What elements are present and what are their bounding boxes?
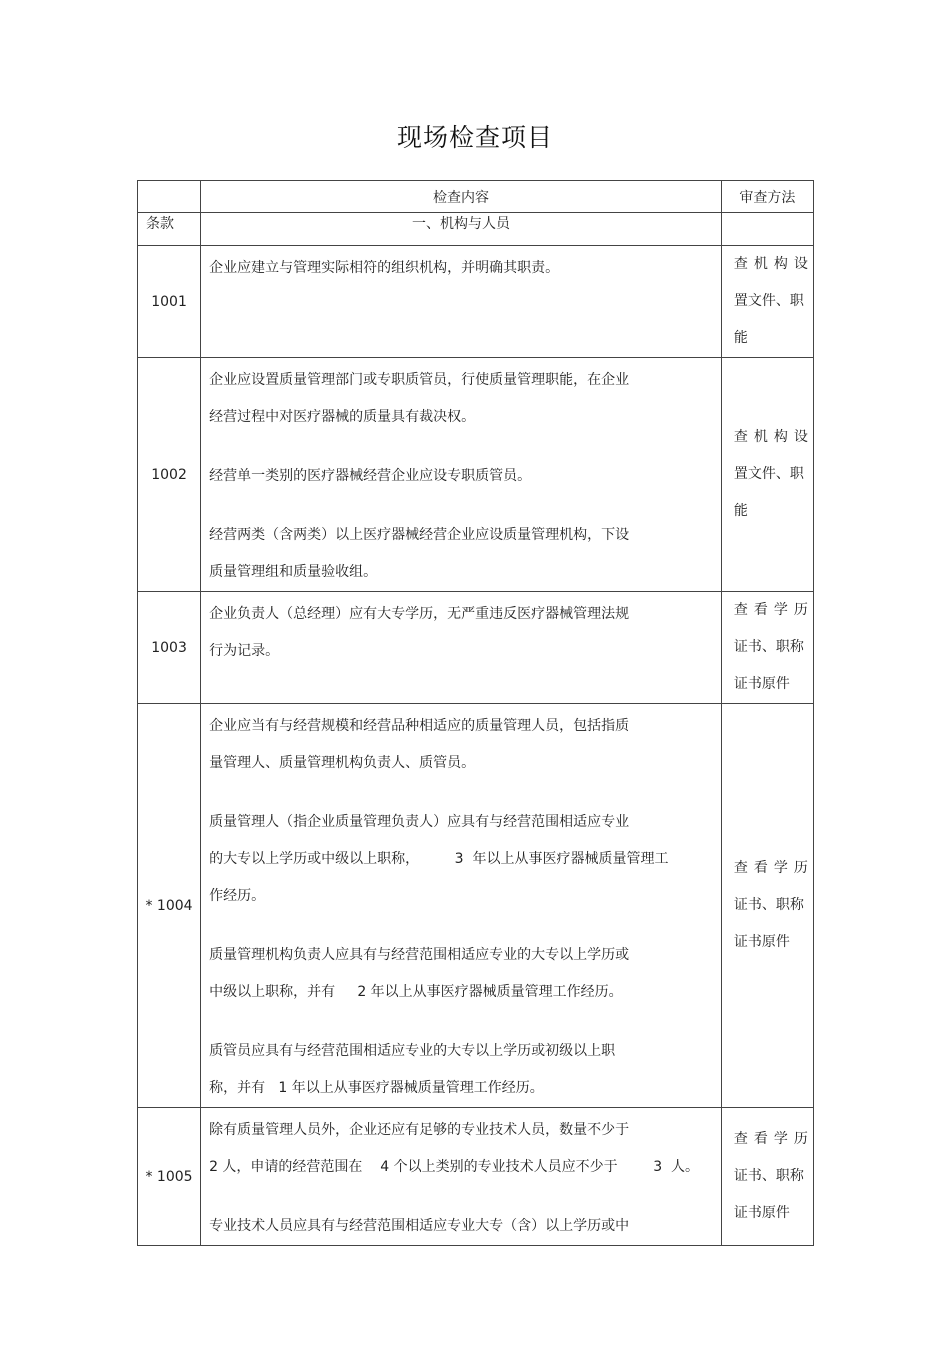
clause-content xyxy=(201,1108,722,1246)
method-line: 证书原件 xyxy=(733,676,790,692)
method-line: 查机构设 xyxy=(733,429,814,445)
content-line: 质管员应具有与经营范围相适应专业的大专以上学历或初级以上职 xyxy=(209,1043,616,1059)
method-line: 能 xyxy=(733,330,748,346)
section-row xyxy=(138,213,814,246)
content-line: 企业应设置质量管理部门或专职质管员，行使质量管理职能，在企业 xyxy=(209,372,630,388)
table-header-row xyxy=(138,181,814,213)
table-row xyxy=(138,592,814,704)
method-line: 证书原件 xyxy=(733,934,790,950)
review-method xyxy=(721,1108,813,1246)
content-line: 质量管理组和质量验收组。 xyxy=(209,564,378,580)
method-line: 证书、职称 xyxy=(733,1168,804,1184)
content-line: 专业技术人员应具有与经营范围相适应专业大专（含）以上学历或中 xyxy=(209,1218,630,1234)
content-line: 质量管理人（指企业质量管理负责人）应具有与经营范围相适应专业 xyxy=(209,814,630,830)
clause-code: 1002 xyxy=(138,358,201,592)
content-line: 企业应建立与管理实际相符的组织机构，并明确其职责。 xyxy=(209,260,560,276)
content-line: 量管理人、质量管理机构负责人、质管员。 xyxy=(209,755,476,771)
header-content-label: 检查内容 xyxy=(201,181,722,213)
clause-code: * 1005 xyxy=(138,1108,201,1246)
section-code-label: 条款 xyxy=(138,213,201,246)
method-line: 置文件、职 xyxy=(733,293,804,309)
clause-content xyxy=(201,246,722,358)
section-method-cell xyxy=(721,213,813,246)
header-method-label: 审查方法 xyxy=(721,181,813,213)
review-method xyxy=(721,358,813,592)
method-line: 能 xyxy=(733,503,748,519)
content-line: 行为记录。 xyxy=(209,643,280,659)
table-row xyxy=(138,246,814,358)
clause-code: 1001 xyxy=(138,246,201,358)
content-line: 经营两类（含两类）以上医疗器械经营企业应设质量管理机构，下设 xyxy=(209,527,630,543)
clause-code: 1003 xyxy=(138,592,201,704)
table-row xyxy=(138,358,814,592)
method-line: 证书、职称 xyxy=(733,639,804,655)
content-line: 企业负责人（总经理）应有大专学历，无严重违反医疗器械管理法规 xyxy=(209,606,630,622)
content-line: 经营过程中对医疗器械的质量具有裁决权。 xyxy=(209,409,476,425)
content-line: 2 人，申请的经营范围在 4 个以上类别的专业技术人员应不少于 3 人。 xyxy=(209,1159,700,1175)
method-line: 查看学历 xyxy=(733,602,814,618)
clause-content xyxy=(201,704,722,1108)
content-line: 除有质量管理人员外，企业还应有足够的专业技术人员，数量不少于 xyxy=(209,1122,630,1138)
content-line: 质量管理机构负责人应具有与经营范围相适应专业的大专以上学历或 xyxy=(209,947,630,963)
review-method xyxy=(721,592,813,704)
method-line: 证书、职称 xyxy=(733,897,804,913)
page-title: 现场检查项目 xyxy=(396,123,553,152)
content-line: 中级以上职称，并有 2 年以上从事医疗器械质量管理工作经历。 xyxy=(209,984,623,1000)
clause-code: * 1004 xyxy=(138,704,201,1108)
clause-content xyxy=(201,592,722,704)
method-line: 查看学历 xyxy=(733,860,814,876)
method-line: 查机构设 xyxy=(733,256,814,272)
method-line: 查看学历 xyxy=(733,1131,814,1147)
method-line: 证书原件 xyxy=(733,1205,790,1221)
inspection-table xyxy=(137,180,814,1246)
content-line: 经营单一类别的医疗器械经营企业应设专职质管员。 xyxy=(209,468,532,484)
review-method xyxy=(721,704,813,1108)
content-line: 企业应当有与经营规模和经营品种相适应的质量管理人员，包括指质 xyxy=(209,718,630,734)
table-row xyxy=(138,704,814,1108)
content-line: 称，并有 1 年以上从事医疗器械质量管理工作经历。 xyxy=(209,1080,544,1096)
content-line: 的大专以上学历或中级以上职称， 3 年以上从事医疗器械质量管理工 xyxy=(209,851,669,867)
section-title: 一、机构与人员 xyxy=(201,213,722,246)
clause-content xyxy=(201,358,722,592)
table-row xyxy=(138,1108,814,1246)
method-line: 置文件、职 xyxy=(733,466,804,482)
content-line: 作经历。 xyxy=(209,888,266,904)
header-code-cell xyxy=(138,181,201,213)
review-method xyxy=(721,246,813,358)
